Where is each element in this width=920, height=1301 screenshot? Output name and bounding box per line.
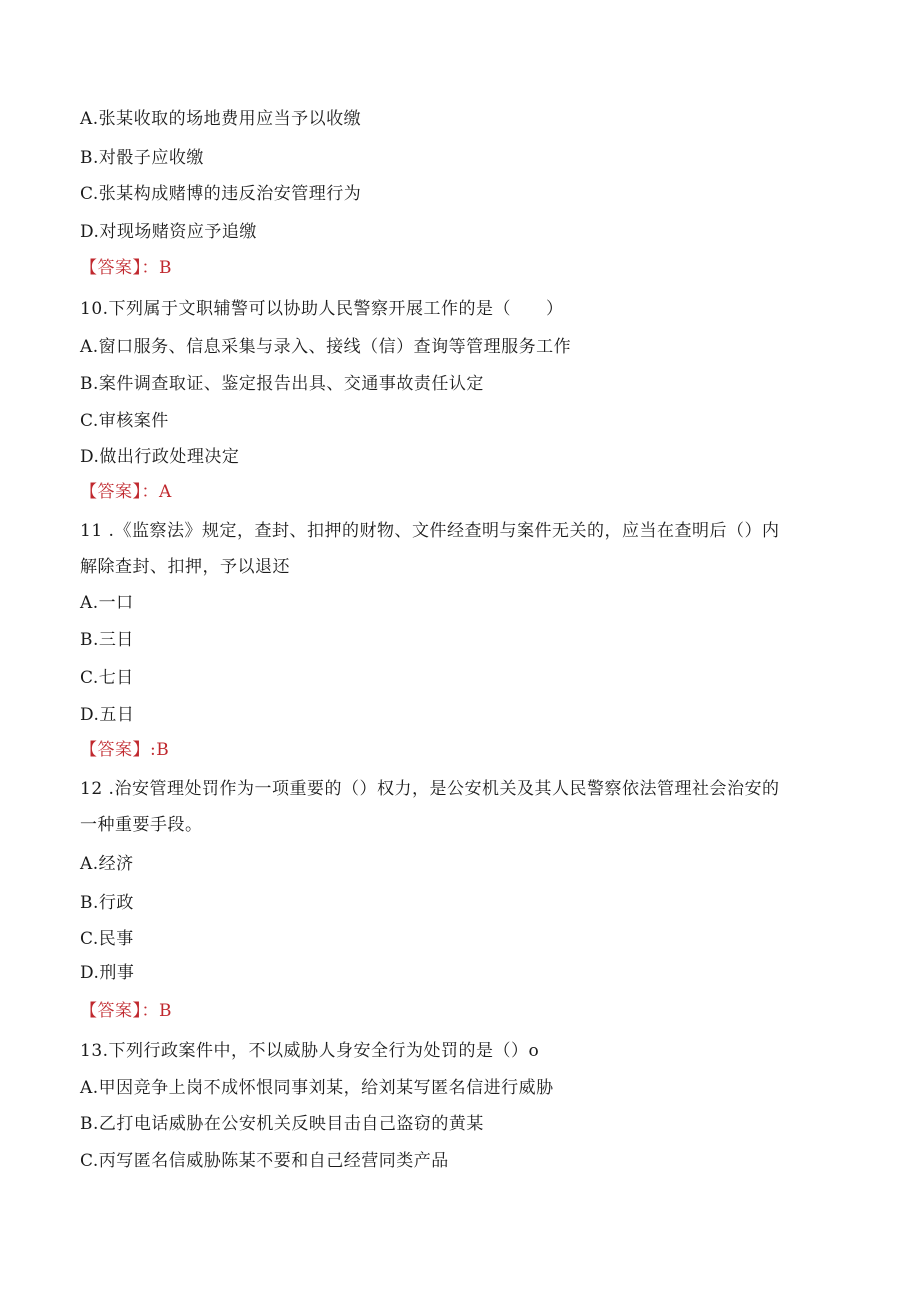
- q11-stem-line2: 解除查封、扣押，予以退还: [80, 557, 290, 577]
- q11-answer: 【答案】:B: [80, 740, 170, 760]
- q11-option-c: C.七日: [80, 668, 134, 688]
- q12-option-d: D.刑事: [80, 963, 135, 983]
- q11-option-a: A.一口: [80, 593, 134, 613]
- q9-option-d: D.对现场赌资应予追缴: [80, 222, 257, 242]
- q9-answer: 【答案】：B: [80, 258, 172, 278]
- q13-option-b: B.乙打电话威胁在公安机关反映目击自己盗窃的黄某: [80, 1114, 484, 1134]
- q9-option-b: B.对骰子应收缴: [80, 148, 204, 168]
- q11-stem-line1: 11 .《监察法》规定，查封、扣押的财物、文件经查明与案件无关的，应当在查明后（）内: [80, 521, 780, 541]
- q12-stem-line2: 一种重要手段。: [80, 815, 203, 835]
- q10-stem: 10.下列属于文职辅警可以协助人民警察开展工作的是（ ）: [80, 299, 564, 319]
- q13-option-c: C.丙写匿名信威胁陈某不要和自己经营同类产品: [80, 1151, 449, 1171]
- q10-option-b: B.案件调查取证、鉴定报告出具、交通事故责任认定: [80, 374, 484, 394]
- q10-option-c: C.审核案件: [80, 411, 169, 431]
- q10-answer: 【答案】：A: [80, 482, 172, 502]
- q12-answer: 【答案】：B: [80, 1001, 172, 1021]
- q10-option-a: A.窗口服务、信息采集与录入、接线（信）查询等管理服务工作: [80, 337, 572, 357]
- q13-stem: 13.下列行政案件中，不以威胁人身安全行为处罚的是（）o: [80, 1041, 540, 1061]
- q11-option-d: D.五日: [80, 705, 135, 725]
- q12-option-c: C.民事: [80, 929, 134, 949]
- q12-option-b: B.行政: [80, 893, 134, 913]
- q12-stem-line1: 12 .治安管理处罚作为一项重要的（）权力，是公安机关及其人民警察依法管理社会治安的: [80, 779, 780, 799]
- q9-option-c: C.张某构成赌博的违反治安管理行为: [80, 184, 362, 204]
- q10-option-d: D.做出行政处理决定: [80, 447, 240, 467]
- q13-option-a: A.甲因竞争上岗不成怀恨同事刘某，给刘某写匿名信进行威胁: [80, 1078, 554, 1098]
- q12-option-a: A.经济: [80, 854, 134, 874]
- q9-option-a: A.张某收取的场地费用应当予以收缴: [80, 109, 362, 129]
- q11-option-b: B.三日: [80, 630, 134, 650]
